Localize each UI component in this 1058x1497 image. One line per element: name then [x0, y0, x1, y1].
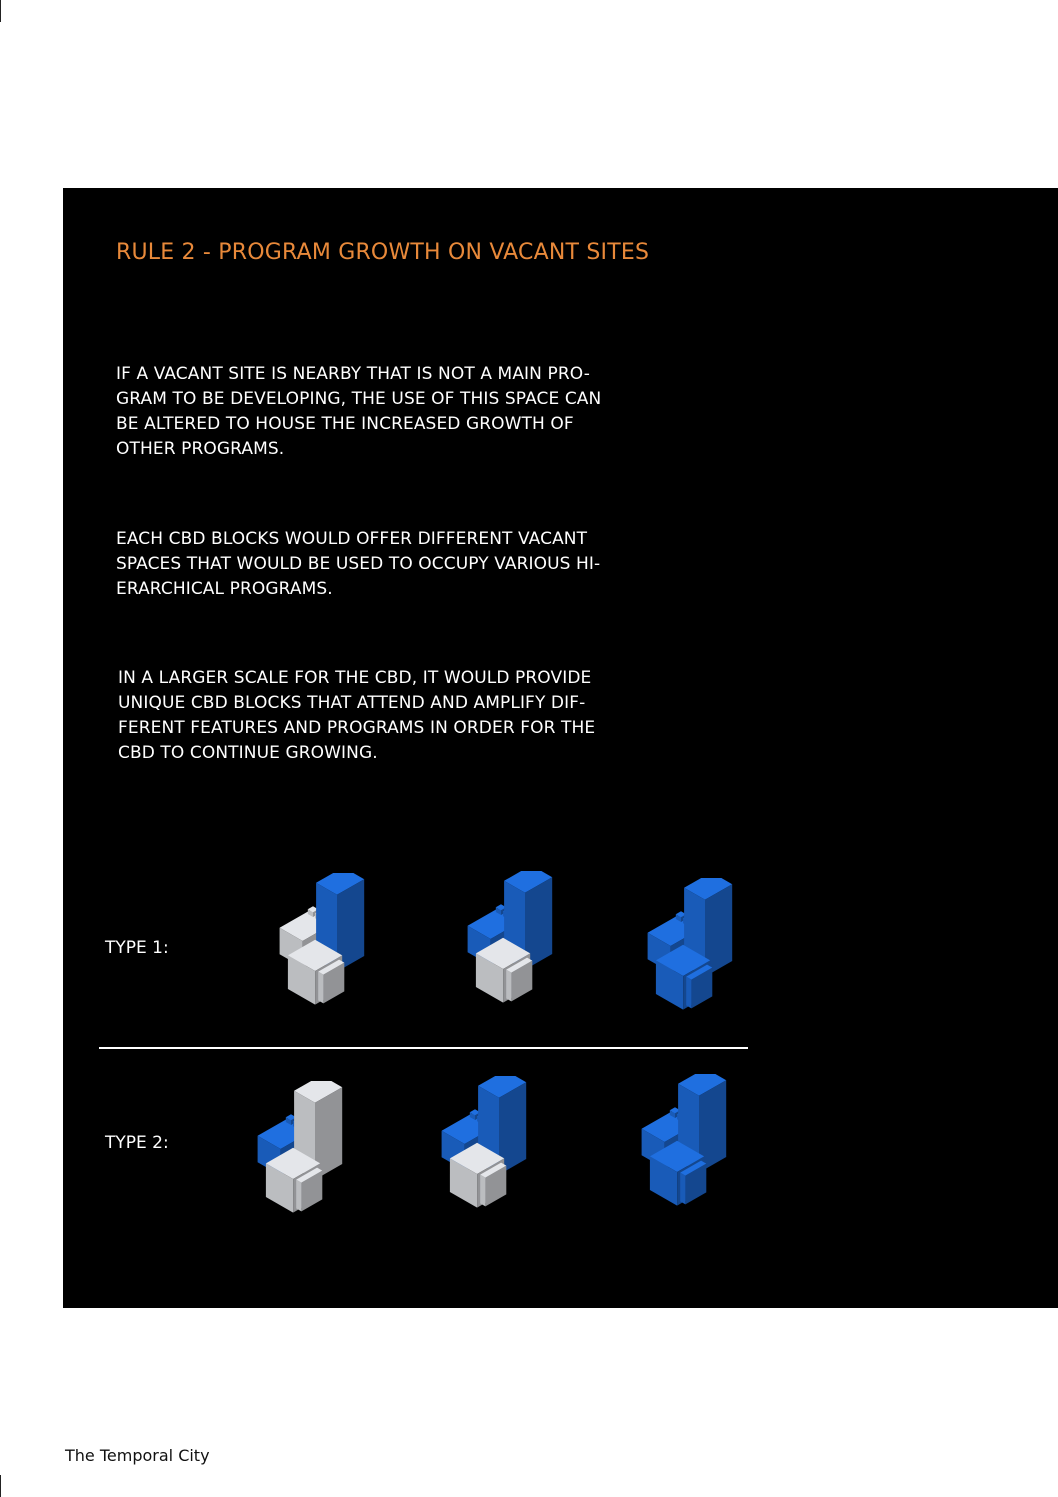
type-1-label: TYPE 1: — [105, 938, 169, 958]
paragraph-line: EACH CBD BLOCKS WOULD OFFER DIFFERENT VACANT — [116, 529, 588, 549]
wing-block-cap-face-left — [318, 972, 323, 1004]
block-diagram-type1-b — [431, 871, 571, 1021]
crop-mark-top — [0, 0, 1, 22]
paragraph-line: ERARCHICAL PROGRAMS. — [116, 579, 333, 599]
paragraph-larger-scale — [118, 666, 678, 766]
paragraph-line: IN A LARGER SCALE FOR THE CBD, IT WOULD PROVIDE — [118, 668, 592, 688]
wing-block-cap-face-left — [480, 1175, 485, 1207]
wing-block-cap-face-left — [296, 1180, 301, 1212]
block-diagram-type1-a — [243, 873, 383, 1023]
paragraph-line: GRAM TO BE DEVELOPING, THE USE OF THIS SPACE CAN — [116, 389, 602, 409]
rule-title: RULE 2 - PROGRAM GROWTH ON VACANT SITES — [116, 240, 650, 265]
paragraph-line: UNIQUE CBD BLOCKS THAT ATTEND AND AMPLIFY DIF- — [118, 693, 586, 713]
block-diagram-type2-b — [405, 1076, 545, 1226]
paragraph-line: IF A VACANT SITE IS NEARBY THAT IS NOT A MAIN PRO- — [116, 364, 590, 384]
wing-block-cap-face-left — [680, 1173, 685, 1205]
block-diagram-type2-c — [605, 1074, 745, 1224]
paragraph-vacant-site — [116, 362, 676, 462]
paragraph-line: OTHER PROGRAMS. — [116, 439, 285, 459]
paragraph-line: SPACES THAT WOULD BE USED TO OCCUPY VARIOUS HI- — [116, 554, 601, 574]
footer-title: The Temporal City — [65, 1446, 210, 1465]
type-2-label: TYPE 2: — [105, 1133, 169, 1153]
wing-block-cap-face-left — [686, 977, 691, 1009]
wing-block-cap-face-left — [506, 970, 511, 1002]
content-panel — [63, 188, 1058, 1308]
type-divider — [99, 1047, 748, 1049]
block-diagram-type2-a — [221, 1081, 361, 1231]
block-diagram-type1-c — [611, 878, 751, 1028]
paragraph-line: FERENT FEATURES AND PROGRAMS IN ORDER FOR THE — [118, 718, 596, 738]
paragraph-line: CBD TO CONTINUE GROWING. — [118, 743, 378, 763]
paragraph-line: BE ALTERED TO HOUSE THE INCREASED GROWTH OF — [116, 414, 574, 434]
paragraph-cbd-blocks — [116, 527, 676, 602]
crop-mark-bottom — [0, 1475, 1, 1497]
